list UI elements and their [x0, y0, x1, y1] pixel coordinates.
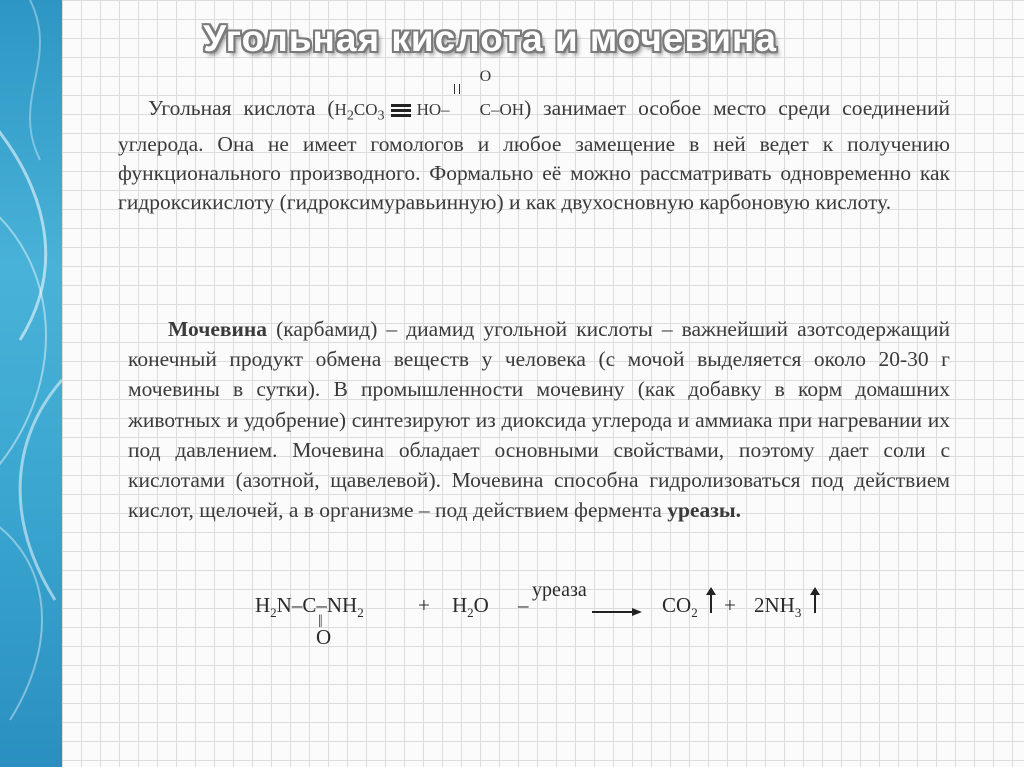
urea-formula [255, 593, 364, 621]
formula-h: H [334, 100, 347, 119]
formula-co: CO [353, 100, 378, 119]
slide-title: Угольная кислота и мочевина [203, 18, 777, 59]
urea-nh-sub: 2 [357, 605, 364, 621]
reaction-dash: – [518, 593, 529, 617]
paragraph-urea [128, 314, 950, 525]
gas-arrow-icon [706, 587, 716, 613]
urea-term: Мочевина [168, 317, 268, 341]
para1-intro: Угольная кислота ( [148, 96, 335, 120]
decorative-sidebar [0, 0, 62, 767]
catalyst-label: уреаза [532, 579, 587, 601]
plus-sign-2: + [724, 593, 736, 617]
paragraph-carbonic-acid [118, 68, 950, 217]
para1-body: ) занимает особое место среди соединений углерода. Она не имеет гомологов и любое замещение в ней ведет к получению функционального производного. Формально её можно рассматривать одновременно как гидроксикислоту (гидроксимуравьинную) и как двухосновную карбоновую кислоту. [118, 96, 950, 215]
formula-oh: –OH [491, 100, 525, 119]
swirl-decoration [0, 0, 62, 767]
urea-nc: N–C–NH [276, 593, 358, 617]
equivalence-sign [391, 103, 411, 117]
co2-sub: 2 [691, 605, 698, 621]
urease-term: уреазы. [667, 498, 742, 523]
urea-hydrolysis-reaction [230, 579, 880, 655]
formula-carbon [450, 68, 492, 124]
double-bond [454, 84, 460, 94]
water-h: H [452, 593, 468, 617]
para2-body: (карбамид) – диамид угольной кислоты – важнейший азотсодержащий конечный продукт обмена веществ у человека (с мочой выделяется около 20-30 г мочевины в сутки). В промышленности мочевину (как добавку в корм домашних животных и удобрение) синтезируют из диоксида углерода и аммиака при нагревании их под давлением. Мочевина обладает основными свойствами, поэтому дает соли с кислотами (азотной, щавелевой). Мочевина способна гидролизоваться под действием кислот, щелочей, а в организме – под действием фермента [128, 317, 950, 523]
water-formula [452, 593, 489, 621]
reaction-arrow-icon [592, 607, 642, 617]
water-o: O [473, 593, 489, 617]
carbonic-acid-formula [334, 68, 525, 124]
formula-h-sub: 2 [346, 107, 354, 124]
co2-formula [662, 593, 698, 621]
urea-oxygen: O [316, 625, 332, 649]
formula-co-sub: 3 [377, 107, 385, 124]
formula-ho: HO– [416, 100, 450, 119]
urea-h: H [255, 593, 271, 617]
gas-arrow-icon-2 [810, 587, 820, 613]
nh3-formula [754, 593, 801, 621]
co2-co: CO [662, 593, 692, 617]
formula-oxygen: O [479, 68, 492, 85]
urea-double-bond: || [318, 613, 322, 628]
formula-c: C [479, 100, 491, 119]
nh3-sub: 3 [794, 605, 802, 621]
plus-sign-1: + [418, 593, 430, 617]
water-sub: 2 [467, 605, 474, 621]
urea-h-sub: 2 [270, 605, 277, 621]
nh3-nh: 2NH [754, 593, 795, 617]
